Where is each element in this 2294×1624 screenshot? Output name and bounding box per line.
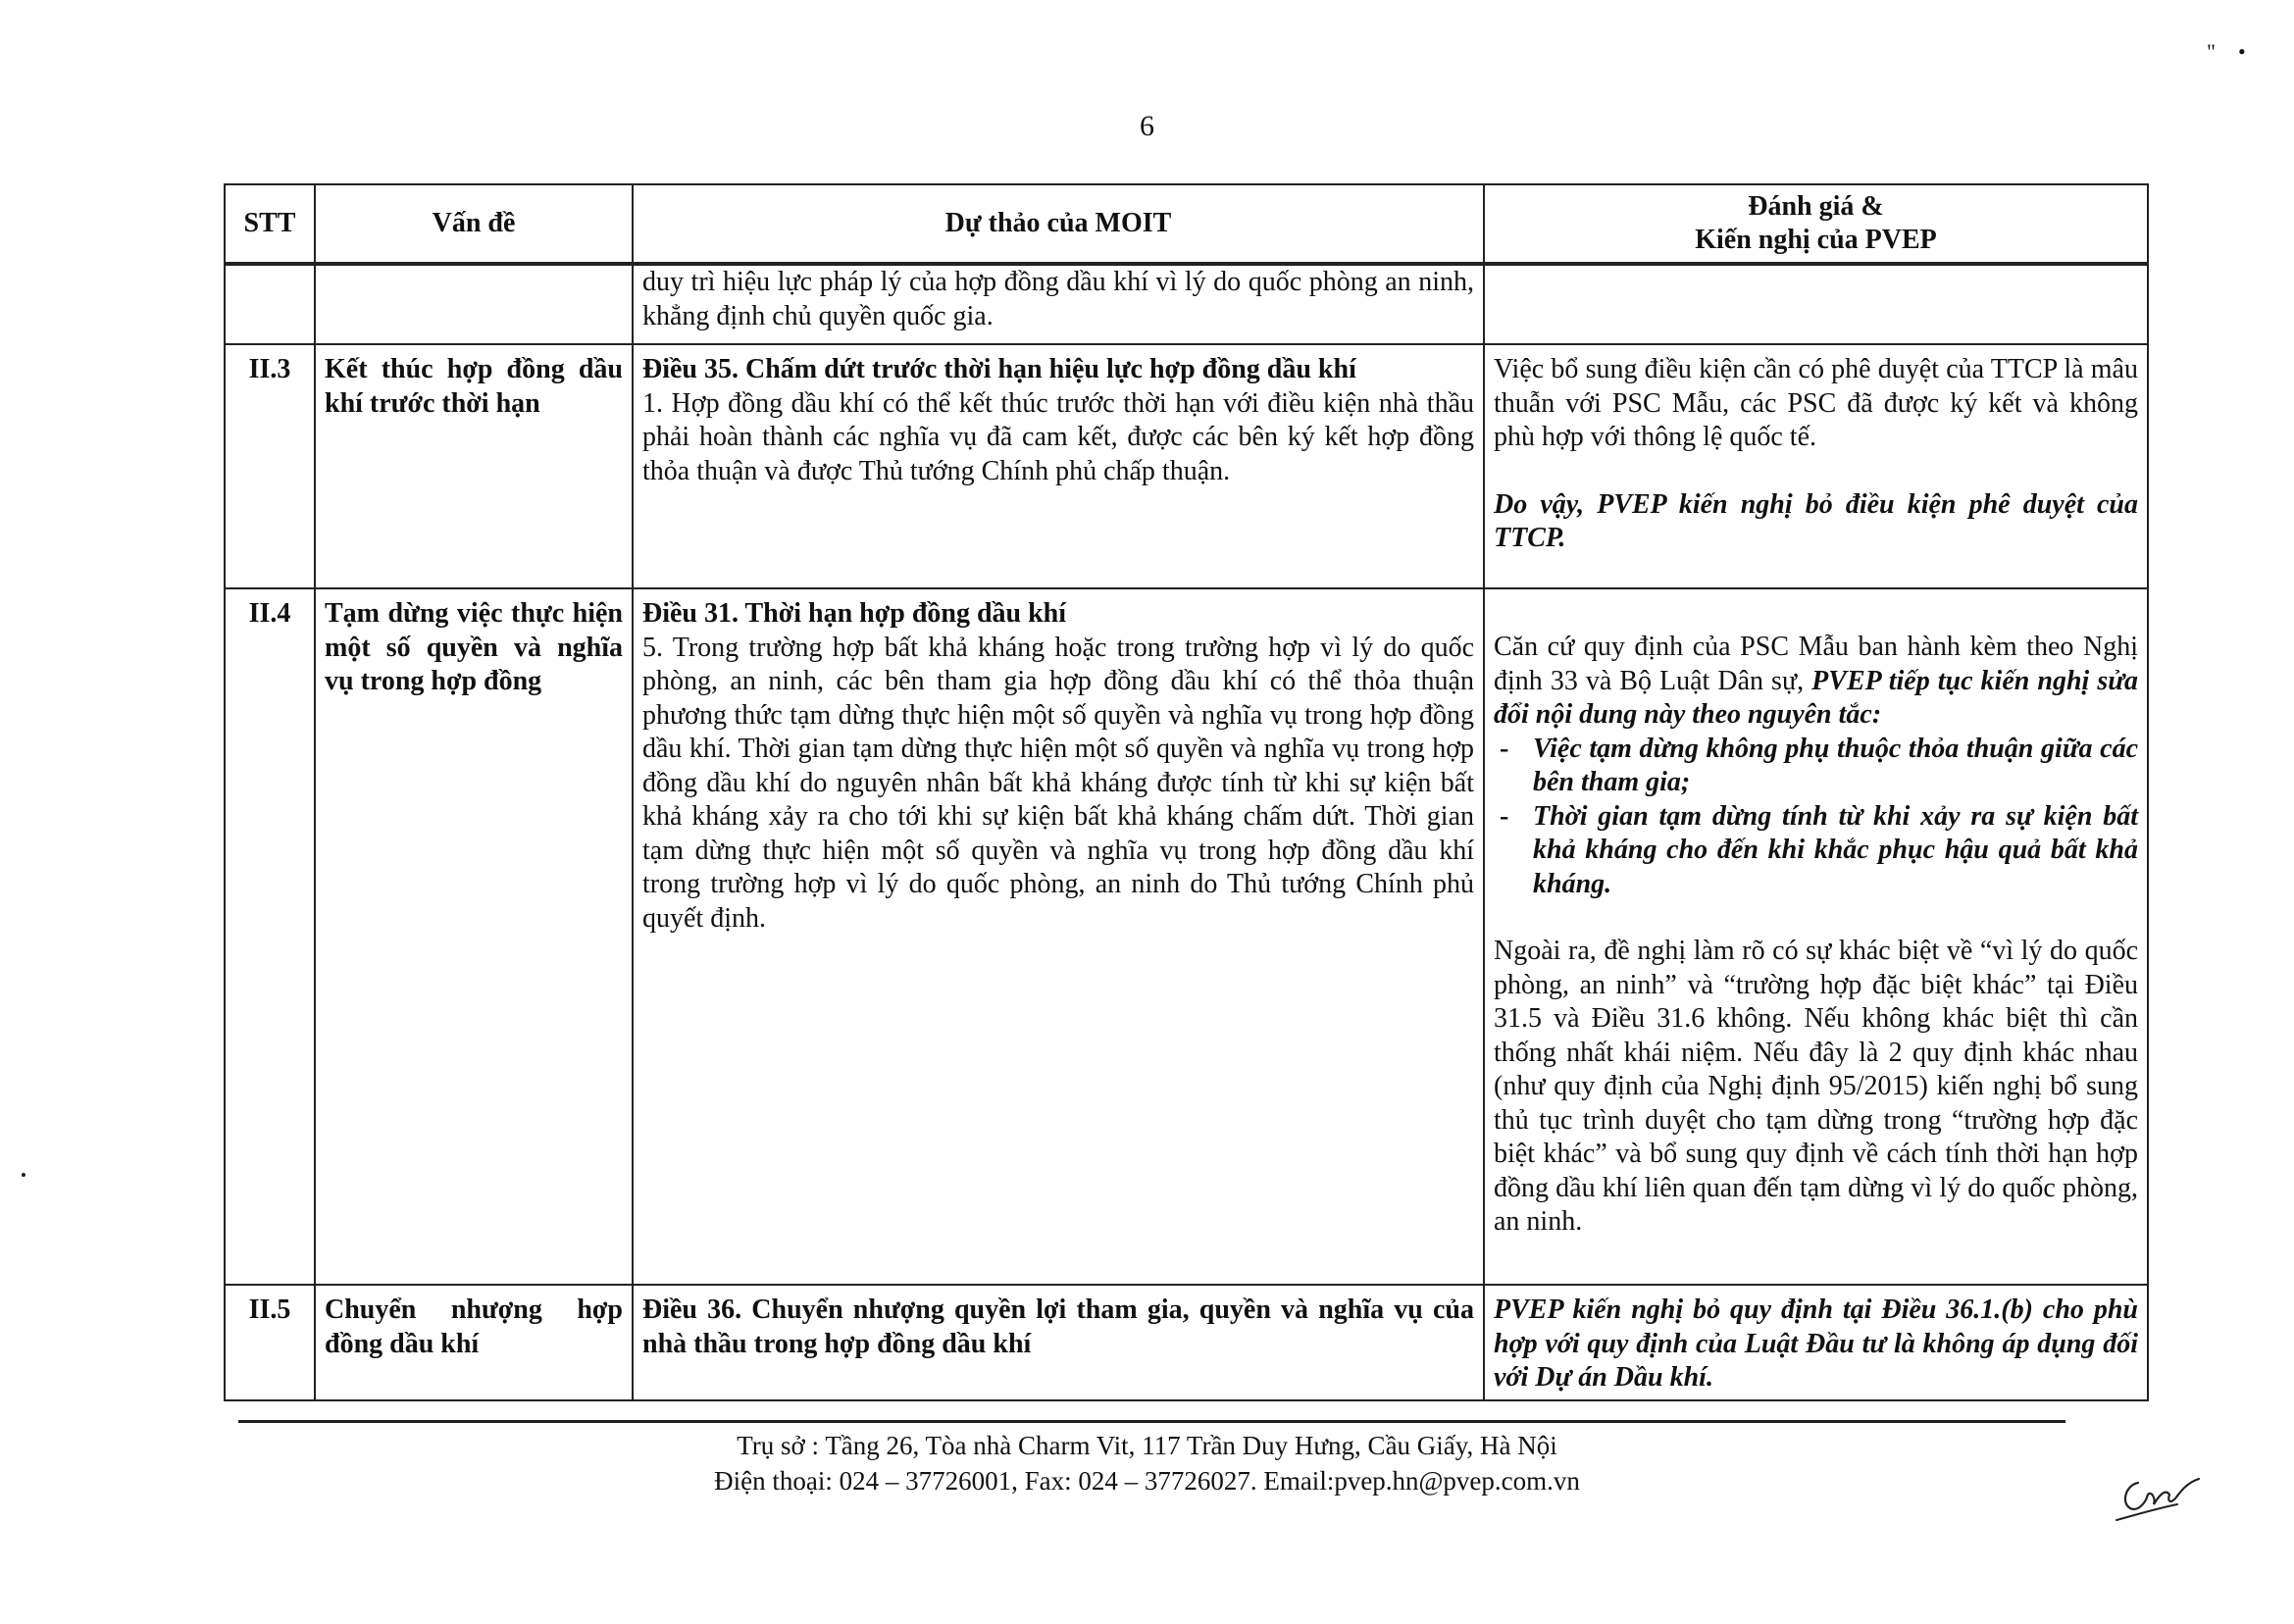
corner-mark-right: • [2238,39,2246,64]
row-stt: II.4 [225,588,315,1285]
footer-divider [238,1420,2065,1423]
scan-speck [22,1173,25,1177]
row-issue: Tạm dừng việc thực hiện một số quyền và nghĩa vụ trong hợp đồng [315,588,633,1285]
draft-article-heading: Điều 35. Chấm dứt trước thời hạn hiệu lực hợp đồng dầu khí [642,354,1356,384]
evaluation-intro-text: Căn cứ quy định của PSC Mẫu ban hành kèm theo Nghị định 33 và Bộ Luật Dân sự, [1494,632,2138,696]
evaluation-bullet: - Thời gian tạm dừng tính từ khi xảy ra sự kiện bất khả kháng cho đến khi khắc phục hậu quả bất khả kháng. [1494,800,2138,902]
header-evaluation-line1: Đánh giá & [1748,190,1884,222]
row-stt [225,264,315,344]
evaluation-bullet: - Việc tạm dừng không phụ thuộc thỏa thuận giữa các bên tham gia; [1494,733,2138,800]
handwritten-initials [2109,1465,2217,1529]
evaluation-recommendation: PVEP kiến nghị bỏ quy định tại Điều 36.1.(b) cho phù hợp với quy định của Luật Đầu tư là không áp dụng đối với Dự án Dầu khí. [1494,1294,2138,1393]
evaluation-intro [1494,631,2138,733]
row-evaluation [1484,1285,2148,1400]
row-stt: II.5 [225,1285,315,1400]
draft-article-text: 5. Trong trường hợp bất khả kháng hoặc trong trường hợp vì lý do quốc phòng, an ninh, các bên tham gia hợp đồng dầu khí có thể thỏa thuận phương thức tạm dừng thực hiện một số quyền và nghĩa vụ trong hợp đồng dầu khí. Thời gian tạm dừng thực hiện một số quyền và nghĩa vụ trong hợp đồng dầu khí do nguyên nhân bất khả kháng được tính từ khi sự kiện bất khả kháng xảy ra cho tới khi sự kiện bất khả kháng chấm dứt. Thời gian tạm dừng thực hiện một số quyền và nghĩa vụ trong hợp đồng dầu khí trong trường hợp vì lý do quốc phòng, an ninh do Thủ tướng Chính phủ quyết định. [642,632,1474,934]
initials-signature-icon [2109,1465,2217,1524]
row-evaluation [1484,588,2148,1285]
row-issue: Kết thúc hợp đồng dầu khí trước thời hạn [315,344,633,588]
page-number: 6 [1140,110,1154,142]
table-row-ii-4 [225,588,2148,1285]
row-issue [315,264,633,344]
footer-address: Trụ sở : Tầng 26, Tòa nhà Charm Vit, 117 Trần Duy Hưng, Cầu Giấy, Hà Nội [737,1431,1557,1460]
header-evaluation [1484,184,2148,264]
corner-mark-left: " [2207,39,2216,64]
row-draft [633,588,1484,1285]
evaluation-text: Việc bổ sung điều kiện cần có phê duyệt của TTCP là mâu thuẫn với PSC Mẫu, các PSC đã được ký kết và không phù hợp với thông lệ quốc tế. [1494,354,2138,452]
table-row-continuation [225,264,2148,344]
row-draft [633,344,1484,588]
draft-article-heading: Điều 36. Chuyển nhượng quyền lợi tham gia, quyền và nghĩa vụ của nhà thầu trong hợp đồng dầu khí [642,1294,1474,1359]
evaluation-extra: Ngoài ra, đề nghị làm rõ có sự khác biệt về “vì lý do quốc phòng, an ninh” và “trường hợp đặc biệt khác” tại Điều 31.5 và Điều 31.6 không. Nếu không khác biệt thì cần thống nhất khái niệm. Nếu đây là 2 quy định khác nhau (như quy định của Nghị định 95/2015) kiến nghị bổ sung thủ tục trình duyệt cho tạm dừng trong “trường hợp đặc biệt khác” và bổ sung quy định về cách tính thời hạn hợp đồng dầu khí liên quan đến tạm dừng vì lý do quốc phòng, an ninh. [1494,936,2138,1237]
header-evaluation-line2: Kiến nghị của PVEP [1695,225,1937,255]
row-draft [633,1285,1484,1400]
row-evaluation [1484,344,2148,588]
row-stt: II.3 [225,344,315,588]
header-stt: STT [225,184,315,264]
footer-contact: Điện thoại: 024 – 37726001, Fax: 024 – 37726027. Email:pvep.hn@pvep.com.vn [714,1466,1580,1496]
row-evaluation [1484,264,2148,344]
page-footer [0,1428,2294,1498]
row-draft-text: duy trì hiệu lực pháp lý của hợp đồng dầu khí vì lý do quốc phòng an ninh, khẳng định chủ quyền quốc gia. [633,264,1484,344]
table-header [225,184,2148,264]
header-row [225,184,2148,264]
draft-article-text: 1. Hợp đồng dầu khí có thể kết thúc trước thời hạn với điều kiện nhà thầu phải hoàn thành các nghĩa vụ đã cam kết, được các bên ký kết hợp đồng thỏa thuận và được Thủ tướng Chính phủ chấp thuận. [642,387,1474,486]
header-issue: Vấn đề [315,184,633,264]
evaluation-intro-emphasis: PVEP tiếp tục kiến nghị sửa đổi nội dung này theo nguyên tắc: [1494,665,2139,730]
evaluation-bullet-list [1494,733,2138,902]
draft-article-heading: Điều 31. Thời hạn hợp đồng dầu khí [642,598,1067,629]
recommendation-table [224,183,2149,1401]
row-issue: Chuyển nhượng hợp đồng dầu khí [315,1285,633,1400]
table-row-ii-3 [225,344,2148,588]
evaluation-recommendation: Do vậy, PVEP kiến nghị bỏ điều kiện phê duyệt của TTCP. [1494,488,2138,553]
header-draft: Dự thảo của MOIT [633,184,1484,264]
table-row-ii-5 [225,1285,2148,1400]
